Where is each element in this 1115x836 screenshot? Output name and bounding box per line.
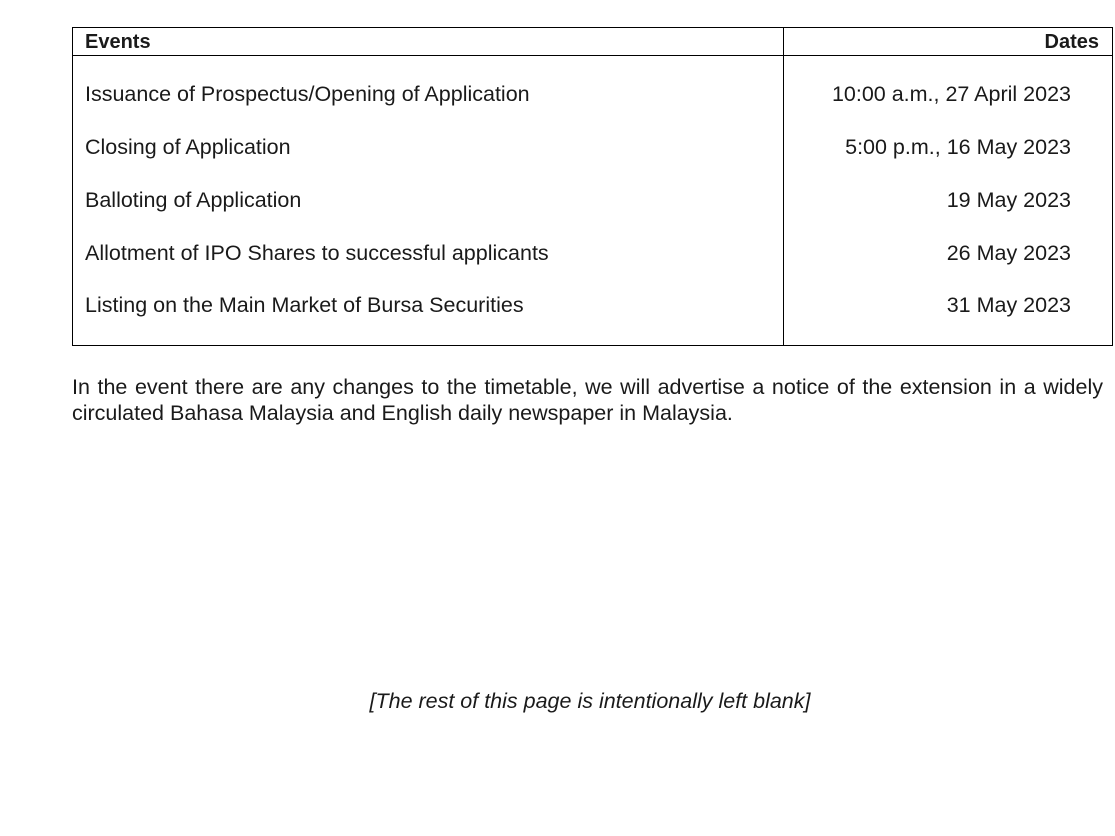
header-events: Events <box>85 31 151 53</box>
cropped-previous-line <box>72 0 592 2</box>
event-cell: Closing of Application <box>85 135 291 159</box>
timetable-change-note: In the event there are any changes to the timetable, we will advertise a notice of the extension in a widely circulated Bahasa Malaysia and English daily newspaper in Malaysia. <box>72 375 1103 425</box>
date-cell: 19 May 2023 <box>946 188 1071 212</box>
event-cell: Issuance of Prospectus/Opening of Application <box>85 82 530 106</box>
table-row <box>73 135 1112 165</box>
date-cell: 26 May 2023 <box>946 241 1071 265</box>
event-cell: Allotment of IPO Shares to successful applicants <box>85 241 549 265</box>
table-row <box>73 293 1112 323</box>
date-cell: 10:00 a.m., 27 April 2023 <box>831 82 1071 106</box>
timetable <box>72 27 1113 346</box>
event-cell: Listing on the Main Market of Bursa Securities <box>85 293 524 317</box>
blank-page-notice: [The rest of this page is intentionally left blank] <box>369 689 811 713</box>
event-cell: Balloting of Application <box>85 188 302 212</box>
header-dates: Dates <box>1044 31 1099 53</box>
date-cell: 5:00 p.m., 16 May 2023 <box>845 135 1071 159</box>
date-cell: 31 May 2023 <box>946 293 1071 317</box>
header-rule <box>73 55 1112 56</box>
table-row <box>73 241 1112 271</box>
table-row <box>73 188 1112 218</box>
table-row <box>73 82 1112 112</box>
